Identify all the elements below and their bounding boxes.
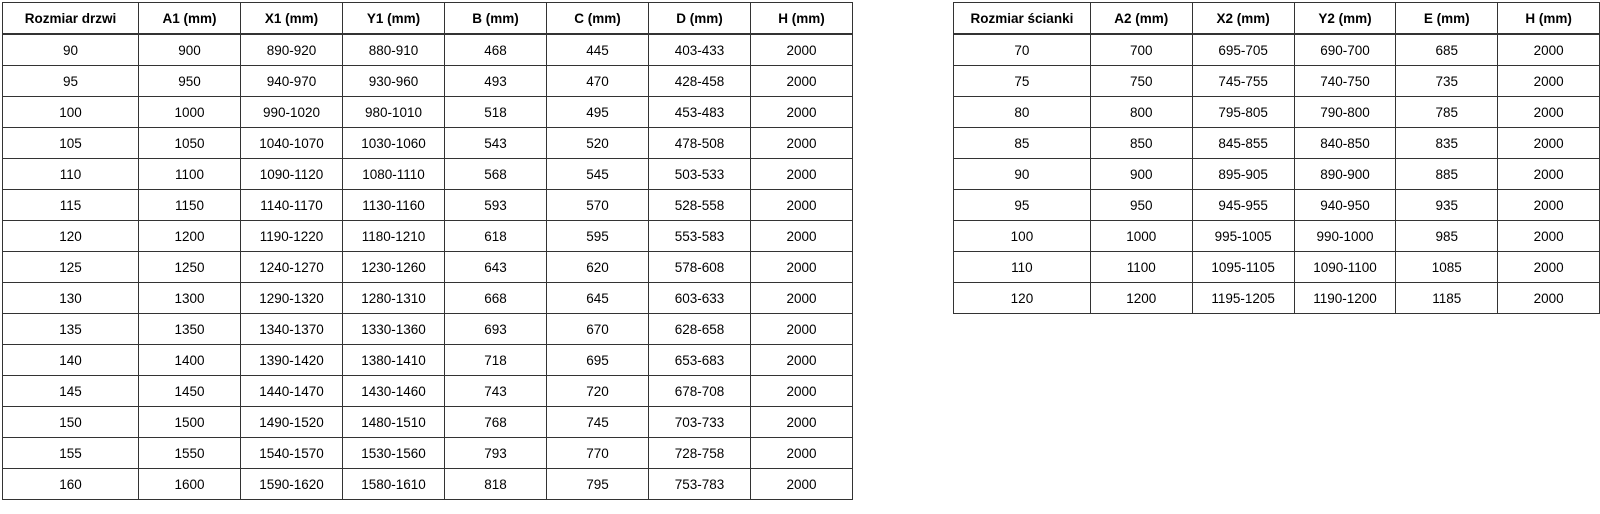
table-cell: 95: [954, 190, 1091, 221]
table-cell: 700: [1090, 34, 1192, 66]
table-cell: 685: [1396, 34, 1498, 66]
table-cell: 620: [547, 252, 649, 283]
column-header: X2 (mm): [1192, 3, 1294, 35]
table-row: [3, 407, 853, 438]
table-row: [3, 34, 853, 66]
table-row: [3, 283, 853, 314]
table-cell: 2000: [751, 190, 853, 221]
table-cell: 2000: [751, 66, 853, 97]
table-cell: 2000: [1498, 190, 1600, 221]
table-cell: 130: [3, 283, 139, 314]
table-cell: 95: [3, 66, 139, 97]
table-cell: 495: [547, 97, 649, 128]
table-cell: 1230-1260: [343, 252, 445, 283]
table-row: [3, 190, 853, 221]
table-cell: 693: [445, 314, 547, 345]
table-cell: 653-683: [649, 345, 751, 376]
table-cell: 1100: [139, 159, 241, 190]
table-cell: 880-910: [343, 34, 445, 66]
table-cell: 518: [445, 97, 547, 128]
column-header: D (mm): [649, 3, 751, 35]
table-row: [954, 221, 1600, 252]
table-cell: 890-900: [1294, 159, 1396, 190]
table-cell: 720: [547, 376, 649, 407]
column-header: Y2 (mm): [1294, 3, 1396, 35]
table-cell: 990-1000: [1294, 221, 1396, 252]
table-cell: 1500: [139, 407, 241, 438]
table-row: [954, 66, 1600, 97]
table-cell: 793: [445, 438, 547, 469]
table-cell: 985: [1396, 221, 1498, 252]
table-cell: 2000: [1498, 283, 1600, 314]
table-cell: 1000: [139, 97, 241, 128]
table-row: [3, 97, 853, 128]
table-cell: 690-700: [1294, 34, 1396, 66]
table-cell: 1150: [139, 190, 241, 221]
table-cell: 1450: [139, 376, 241, 407]
table-cell: 90: [954, 159, 1091, 190]
table-cell: 670: [547, 314, 649, 345]
table-cell: 493: [445, 66, 547, 97]
table-cell: 1250: [139, 252, 241, 283]
table-cell: 850: [1090, 128, 1192, 159]
table-cell: 100: [3, 97, 139, 128]
table-row: [3, 128, 853, 159]
table-cell: 1430-1460: [343, 376, 445, 407]
table-cell: 835: [1396, 128, 1498, 159]
table-row: [3, 221, 853, 252]
wall-sizes-table: [953, 2, 1600, 314]
column-header: C (mm): [547, 3, 649, 35]
column-header: B (mm): [445, 3, 547, 35]
table-cell: 2000: [751, 376, 853, 407]
table-cell: 1095-1105: [1192, 252, 1294, 283]
table-cell: 470: [547, 66, 649, 97]
table-cell: 770: [547, 438, 649, 469]
table-row: [3, 469, 853, 500]
table-cell: 2000: [1498, 97, 1600, 128]
table-cell: 445: [547, 34, 649, 66]
table-cell: 1100: [1090, 252, 1192, 283]
table-cell: 110: [3, 159, 139, 190]
table-cell: 695-705: [1192, 34, 1294, 66]
table-cell: 145: [3, 376, 139, 407]
table-cell: 1085: [1396, 252, 1498, 283]
table-cell: 785: [1396, 97, 1498, 128]
table-cell: 593: [445, 190, 547, 221]
table-cell: 1290-1320: [241, 283, 343, 314]
table-cell: 100: [954, 221, 1091, 252]
table-cell: 570: [547, 190, 649, 221]
table-cell: 403-433: [649, 34, 751, 66]
table-cell: 768: [445, 407, 547, 438]
table-cell: 1140-1170: [241, 190, 343, 221]
table-cell: 105: [3, 128, 139, 159]
table-cell: 703-733: [649, 407, 751, 438]
table-cell: 120: [3, 221, 139, 252]
table-cell: 950: [139, 66, 241, 97]
table-cell: 135: [3, 314, 139, 345]
table-cell: 2000: [1498, 221, 1600, 252]
table-cell: 120: [954, 283, 1091, 314]
column-header: E (mm): [1396, 3, 1498, 35]
table-cell: 125: [3, 252, 139, 283]
table-cell: 1200: [1090, 283, 1192, 314]
table-cell: 453-483: [649, 97, 751, 128]
table-cell: 2000: [1498, 252, 1600, 283]
header-row: [3, 3, 853, 35]
table-cell: 930-960: [343, 66, 445, 97]
table-row: [954, 159, 1600, 190]
table-cell: 1580-1610: [343, 469, 445, 500]
table-cell: 995-1005: [1192, 221, 1294, 252]
table-cell: 2000: [751, 252, 853, 283]
table-row: [954, 97, 1600, 128]
table-cell: 2000: [751, 407, 853, 438]
table-cell: 2000: [751, 221, 853, 252]
table-cell: 1440-1470: [241, 376, 343, 407]
table-cell: 603-633: [649, 283, 751, 314]
table-cell: 743: [445, 376, 547, 407]
door-sizes-table: [2, 2, 853, 500]
table-cell: 745: [547, 407, 649, 438]
table-cell: 750: [1090, 66, 1192, 97]
table-cell: 1480-1510: [343, 407, 445, 438]
table-cell: 840-850: [1294, 128, 1396, 159]
table-row: [954, 34, 1600, 66]
table-cell: 528-558: [649, 190, 751, 221]
table-cell: 735: [1396, 66, 1498, 97]
table-cell: 140: [3, 345, 139, 376]
table-cell: 70: [954, 34, 1091, 66]
table-cell: 1390-1420: [241, 345, 343, 376]
table-cell: 695: [547, 345, 649, 376]
table-cell: 790-800: [1294, 97, 1396, 128]
table-cell: 503-533: [649, 159, 751, 190]
table-cell: 2000: [751, 128, 853, 159]
table-cell: 2000: [751, 34, 853, 66]
table-cell: 2000: [1498, 159, 1600, 190]
table-cell: 478-508: [649, 128, 751, 159]
table-cell: 545: [547, 159, 649, 190]
table-cell: 2000: [751, 345, 853, 376]
table-cell: 2000: [751, 438, 853, 469]
table-cell: 845-855: [1192, 128, 1294, 159]
table-cell: 1300: [139, 283, 241, 314]
table-cell: 678-708: [649, 376, 751, 407]
table-cell: 895-905: [1192, 159, 1294, 190]
table-cell: 2000: [1498, 128, 1600, 159]
table-cell: 1600: [139, 469, 241, 500]
table-cell: 1130-1160: [343, 190, 445, 221]
column-header: X1 (mm): [241, 3, 343, 35]
table-cell: 90: [3, 34, 139, 66]
table-cell: 618: [445, 221, 547, 252]
table-cell: 668: [445, 283, 547, 314]
table-row: [954, 252, 1600, 283]
table-row: [3, 438, 853, 469]
table-cell: 520: [547, 128, 649, 159]
table-cell: 1330-1360: [343, 314, 445, 345]
table-cell: 950: [1090, 190, 1192, 221]
column-header: H (mm): [1498, 3, 1600, 35]
table-cell: 890-920: [241, 34, 343, 66]
table-cell: 1350: [139, 314, 241, 345]
column-header: Rozmiar drzwi: [3, 3, 139, 35]
table-cell: 1540-1570: [241, 438, 343, 469]
column-header: Y1 (mm): [343, 3, 445, 35]
table-cell: 1030-1060: [343, 128, 445, 159]
table-row: [3, 252, 853, 283]
table-cell: 2000: [751, 283, 853, 314]
table-cell: 155: [3, 438, 139, 469]
table-cell: 1280-1310: [343, 283, 445, 314]
table-cell: 85: [954, 128, 1091, 159]
table-cell: 1180-1210: [343, 221, 445, 252]
table-cell: 115: [3, 190, 139, 221]
table-cell: 900: [139, 34, 241, 66]
table-cell: 543: [445, 128, 547, 159]
table-cell: 990-1020: [241, 97, 343, 128]
table-cell: 428-458: [649, 66, 751, 97]
table-cell: 628-658: [649, 314, 751, 345]
table-cell: 795: [547, 469, 649, 500]
table-row: [3, 376, 853, 407]
table-cell: 1185: [1396, 283, 1498, 314]
table-cell: 818: [445, 469, 547, 500]
table-cell: 2000: [751, 97, 853, 128]
table-cell: 1200: [139, 221, 241, 252]
table-cell: 885: [1396, 159, 1498, 190]
table-row: [954, 190, 1600, 221]
table-cell: 578-608: [649, 252, 751, 283]
table-row: [3, 159, 853, 190]
column-header: A2 (mm): [1090, 3, 1192, 35]
table-row: [954, 128, 1600, 159]
table-cell: 1190-1220: [241, 221, 343, 252]
table-cell: 468: [445, 34, 547, 66]
table-cell: 940-950: [1294, 190, 1396, 221]
table-cell: 1050: [139, 128, 241, 159]
table-cell: 1240-1270: [241, 252, 343, 283]
table-cell: 2000: [751, 469, 853, 500]
table-cell: 940-970: [241, 66, 343, 97]
table-cell: 2000: [1498, 34, 1600, 66]
table-cell: 728-758: [649, 438, 751, 469]
table-cell: 553-583: [649, 221, 751, 252]
table-cell: 718: [445, 345, 547, 376]
table-row: [3, 345, 853, 376]
table-cell: 1090-1100: [1294, 252, 1396, 283]
table-cell: 1530-1560: [343, 438, 445, 469]
table-cell: 740-750: [1294, 66, 1396, 97]
table-cell: 1380-1410: [343, 345, 445, 376]
table-cell: 2000: [1498, 66, 1600, 97]
table-cell: 110: [954, 252, 1091, 283]
table-cell: 2000: [751, 314, 853, 345]
table-cell: 643: [445, 252, 547, 283]
table-cell: 1550: [139, 438, 241, 469]
table-cell: 1040-1070: [241, 128, 343, 159]
table-cell: 945-955: [1192, 190, 1294, 221]
table-cell: 1000: [1090, 221, 1192, 252]
table-cell: 980-1010: [343, 97, 445, 128]
table-cell: 80: [954, 97, 1091, 128]
table-row: [3, 314, 853, 345]
table-cell: 1340-1370: [241, 314, 343, 345]
table-cell: 1490-1520: [241, 407, 343, 438]
table-cell: 160: [3, 469, 139, 500]
table-cell: 595: [547, 221, 649, 252]
table-cell: 1080-1110: [343, 159, 445, 190]
table-cell: 1190-1200: [1294, 283, 1396, 314]
column-header: A1 (mm): [139, 3, 241, 35]
table-cell: 1195-1205: [1192, 283, 1294, 314]
table-cell: 645: [547, 283, 649, 314]
table-cell: 800: [1090, 97, 1192, 128]
table-cell: 150: [3, 407, 139, 438]
table-cell: 753-783: [649, 469, 751, 500]
table-cell: 2000: [751, 159, 853, 190]
table-row: [954, 283, 1600, 314]
table-row: [3, 66, 853, 97]
column-header: Rozmiar ścianki: [954, 3, 1091, 35]
table-cell: 75: [954, 66, 1091, 97]
table-cell: 1590-1620: [241, 469, 343, 500]
table-cell: 795-805: [1192, 97, 1294, 128]
table-cell: 1400: [139, 345, 241, 376]
table-cell: 568: [445, 159, 547, 190]
table-cell: 1090-1120: [241, 159, 343, 190]
table-cell: 900: [1090, 159, 1192, 190]
header-row: [954, 3, 1600, 35]
table-cell: 935: [1396, 190, 1498, 221]
table-cell: 745-755: [1192, 66, 1294, 97]
column-header: H (mm): [751, 3, 853, 35]
